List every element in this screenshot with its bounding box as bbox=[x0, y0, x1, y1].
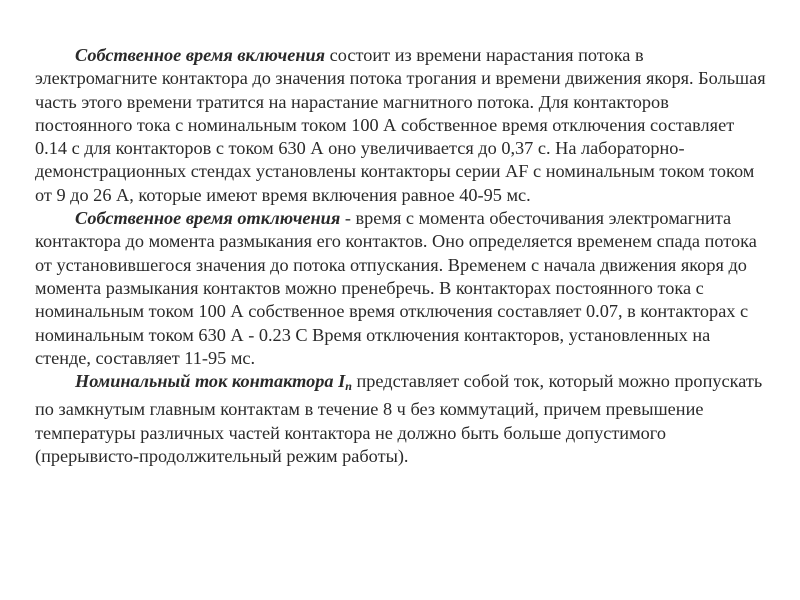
term-switch-off-time: Собственное время отключения bbox=[75, 208, 341, 229]
paragraph-text: состоит из времени нарастания потока в электромагните контактора до значения потока трогания и времени движения якоря. Большая часть этого времени тратится на нарастание магнитного потока. Для контакторов постоянного тока с номинальным током 100 А собственное время отключения составляет 0.14 с для контакторов с током 630 А оно увеличивается до 0,37 с. На лабораторно-демонстрационных стендах установлены контакторы серии AF с номинальным током током от 9 до 26 А, которые имеют время включения равное 40-95 мс. bbox=[35, 45, 766, 205]
term-subscript: n bbox=[345, 379, 352, 394]
term-rated-current: Номинальный ток контактора I bbox=[75, 371, 346, 392]
term-switch-on-time: Собственное время включения bbox=[75, 45, 326, 65]
paragraph-text: представляет собой ток, который можно пропускать по замкнутым главным контактам в течение 8 ч без коммутаций, причем превышение температуры различных частей контактора не должно быть больше допустимого (прерывисто-продолжительный режим работы). bbox=[35, 371, 763, 467]
paragraph-rated-current bbox=[35, 370, 770, 468]
paragraph-switch-on-time bbox=[35, 44, 770, 207]
paragraph-switch-off-time bbox=[35, 207, 770, 370]
paragraph-text: - время с момента обесточивания электромагнита контактора до момента размыкания его контактов. Оно определяется временем спада потока от установившегося значения до потока отпускания. Временем с начала движения якоря до момента размыкания контактов можно пренебречь. В контакторах постоянного тока с номинальным током 100 А собственное время отключения составляет 0.07, в контакторах с номинальным током 630 А - 0.23 С Время отключения контакторов, установленных на стенде, составляет 11-95 мс. bbox=[35, 208, 757, 368]
document-body bbox=[35, 44, 770, 468]
